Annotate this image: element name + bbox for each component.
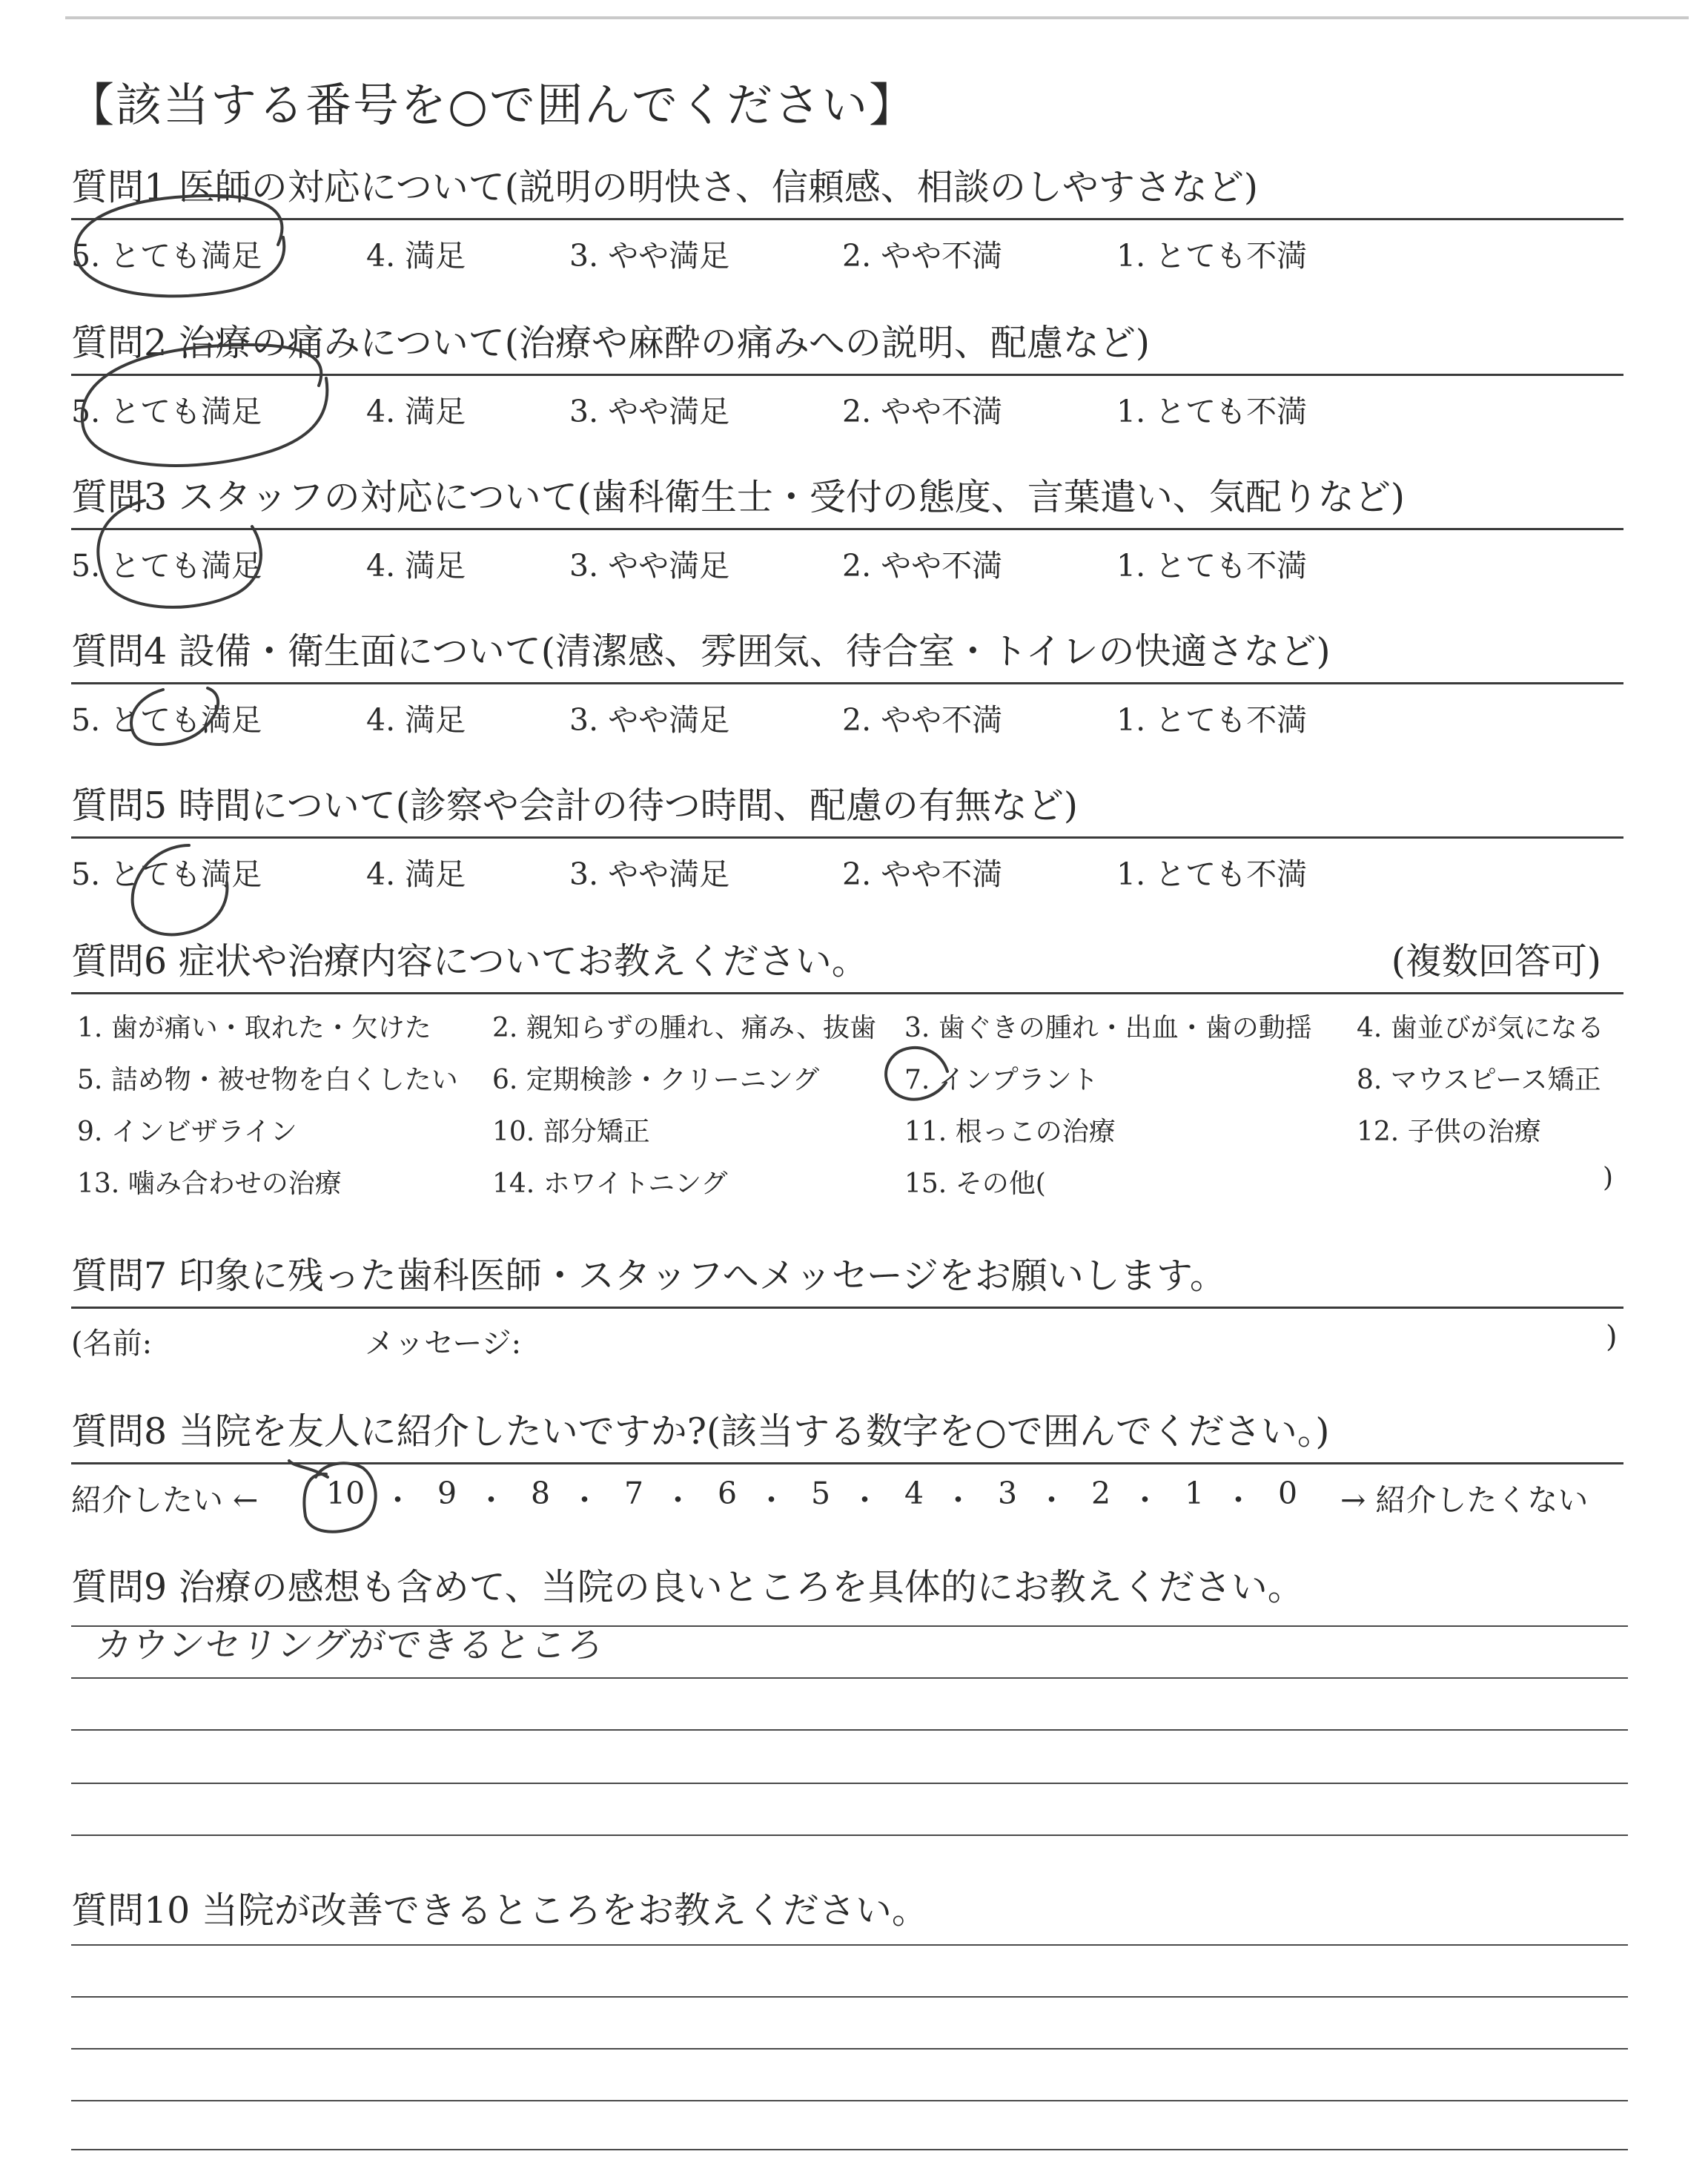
q8-sep: ・ [1036, 1482, 1067, 1518]
q2-option-2[interactable]: 2. やや不満 [842, 394, 1003, 429]
q5-option-3[interactable]: 3. やや満足 [569, 856, 730, 892]
question-7 [71, 1253, 1623, 1361]
question-3 [71, 475, 1623, 584]
q8-score-3[interactable]: 3 [998, 1476, 1018, 1511]
q10-answer-line-1[interactable] [71, 1944, 1628, 1946]
q2-option-4[interactable]: 4. 満足 [366, 394, 466, 429]
q2-option-1[interactable]: 1. とても不満 [1116, 394, 1308, 429]
q5-option-2[interactable]: 2. やや不満 [842, 856, 1003, 892]
question-8-rule [71, 1462, 1623, 1464]
q8-score-8[interactable]: 8 [531, 1476, 551, 1511]
q6-option-3[interactable]: 3. 歯ぐきの腫れ・出血・歯の動揺 [904, 1013, 1312, 1043]
q6-option-13[interactable]: 13. 噛み合わせの治療 [77, 1169, 342, 1199]
q4-option-4[interactable]: 4. 満足 [366, 702, 466, 738]
question-6-title [71, 939, 1623, 985]
question-6-title-text: 質問6 症状や治療内容についてお教えください。 [71, 940, 868, 982]
question-7-rule [71, 1307, 1623, 1309]
q6-other-close-paren: ) [1603, 1163, 1614, 1193]
q8-score-5[interactable]: 5 [811, 1476, 831, 1511]
q8-score-2[interactable]: 2 [1091, 1476, 1111, 1511]
question-2 [71, 320, 1623, 429]
question-1 [71, 165, 1623, 274]
question-8 [71, 1409, 1623, 1518]
question-3-rule [71, 528, 1623, 530]
q5-option-1[interactable]: 1. とても不満 [1116, 856, 1308, 892]
question-5-title: 質問5 時間について(診察や会計の待つ時間、配慮の有無など) [71, 785, 1079, 827]
q8-score-1[interactable]: 1 [1185, 1476, 1205, 1511]
q8-score-7[interactable]: 7 [624, 1476, 644, 1511]
q8-sep: ・ [383, 1482, 413, 1518]
q2-option-3[interactable]: 3. やや満足 [569, 394, 730, 429]
top-border [65, 16, 1689, 19]
q6-option-8[interactable]: 8. マウスピース矯正 [1357, 1065, 1601, 1095]
q7-message-label[interactable]: メッセージ: [365, 1327, 522, 1361]
question-10-title: 質問10 当院が改善できるところをお教えください。 [71, 1889, 928, 1932]
q9-answer-line-3[interactable] [71, 1729, 1628, 1731]
question-4-title: 質問4 設備・衛生面について(清潔感、雰囲気、待合室・トイレの快適さなど) [71, 630, 1331, 673]
q8-right-label: → 紹介したくない [1340, 1482, 1589, 1518]
q10-answer-line-4[interactable] [71, 2100, 1628, 2101]
question-6-multi-note: (複数回答可) [1391, 940, 1601, 982]
question-5-rule [71, 836, 1623, 839]
q6-option-4[interactable]: 4. 歯並びが気になる [1357, 1013, 1604, 1043]
q6-option-11[interactable]: 11. 根っこの治療 [904, 1117, 1116, 1147]
question-6-rule [71, 992, 1623, 994]
q8-score-10[interactable]: 10 [326, 1476, 365, 1511]
q6-option-12[interactable]: 12. 子供の治療 [1357, 1117, 1541, 1147]
q7-close-paren: ) [1606, 1320, 1618, 1354]
question-9-title: 質問9 治療の感想も含めて、当院の良いところを具体的にお教えください。 [71, 1566, 1304, 1608]
q1-option-1[interactable]: 1. とても不満 [1116, 238, 1308, 274]
q9-handwritten-answer: カウンセリングができるところ [93, 1625, 607, 1666]
q3-option-2[interactable]: 2. やや不満 [842, 548, 1003, 584]
q7-name-label[interactable]: (名前: [71, 1327, 153, 1361]
question-5 [71, 783, 1623, 892]
q6-option-10[interactable]: 10. 部分矯正 [492, 1117, 650, 1147]
q1-option-3[interactable]: 3. やや満足 [569, 238, 730, 274]
q1-option-5[interactable]: 5. とても満足 [71, 238, 262, 274]
q6-option-2[interactable]: 2. 親知らずの腫れ、痛み、抜歯 [492, 1013, 877, 1043]
q9-answer-line-4[interactable] [71, 1783, 1628, 1784]
question-3-title: 質問3 スタッフの対応について(歯科衛生士・受付の態度、言葉遣い、気配りなど) [71, 476, 1406, 518]
q8-sep: ・ [663, 1482, 693, 1518]
question-6 [71, 939, 1623, 1199]
q10-answer-line-5[interactable] [71, 2149, 1628, 2150]
q8-score-6[interactable]: 6 [718, 1476, 738, 1511]
q6-option-14[interactable]: 14. ホワイトニング [492, 1169, 728, 1199]
question-1-rule [71, 218, 1623, 220]
question-4 [71, 629, 1623, 738]
q8-sep: ・ [569, 1482, 600, 1518]
q3-option-5[interactable]: 5. とても満足 [71, 548, 262, 584]
q8-sep: ・ [1130, 1482, 1160, 1518]
q8-sep: ・ [943, 1482, 973, 1518]
question-2-title: 質問2 治療の痛みについて(治療や麻酔の痛みへの説明、配慮など) [71, 322, 1151, 364]
question-7-title: 質問7 印象に残った歯科医師・スタッフへメッセージをお願いします。 [71, 1255, 1226, 1297]
q4-option-2[interactable]: 2. やや不満 [842, 702, 1003, 738]
question-9 [71, 1565, 1623, 1611]
q5-option-4[interactable]: 4. 満足 [366, 856, 466, 892]
q4-option-3[interactable]: 3. やや満足 [569, 702, 730, 738]
q2-option-5[interactable]: 5. とても満足 [71, 394, 262, 429]
q3-option-1[interactable]: 1. とても不満 [1116, 548, 1308, 584]
q6-option-15[interactable]: 15. その他( [904, 1169, 1046, 1199]
question-2-rule [71, 374, 1623, 376]
q4-option-1[interactable]: 1. とても不満 [1116, 702, 1308, 738]
q8-score-9[interactable]: 9 [437, 1476, 457, 1511]
q10-answer-line-3[interactable] [71, 2048, 1628, 2050]
q8-score-0[interactable]: 0 [1278, 1476, 1298, 1511]
question-10 [71, 1888, 1623, 1934]
q6-option-9[interactable]: 9. インビザライン [77, 1117, 297, 1147]
question-8-title: 質問8 当院を友人に紹介したいですか?(該当する数字を○で囲んでください。) [71, 1410, 1330, 1453]
q1-option-2[interactable]: 2. やや不満 [842, 238, 1003, 274]
q1-option-4[interactable]: 4. 満足 [366, 238, 466, 274]
q8-sep: ・ [476, 1482, 506, 1518]
q6-option-5[interactable]: 5. 詰め物・被せ物を白くしたい [77, 1065, 458, 1095]
q8-sep: ・ [850, 1482, 880, 1518]
q3-option-3[interactable]: 3. やや満足 [569, 548, 730, 584]
question-4-rule [71, 682, 1623, 684]
q9-answer-line-2[interactable] [71, 1677, 1628, 1679]
q8-sep: ・ [756, 1482, 787, 1518]
q4-option-5[interactable]: 5. とても満足 [71, 702, 262, 738]
q6-option-7[interactable]: 7. インプラント [904, 1065, 1099, 1095]
q5-option-5[interactable]: 5. とても満足 [71, 856, 262, 892]
q3-option-4[interactable]: 4. 満足 [366, 548, 466, 584]
q8-sep: ・ [1223, 1482, 1254, 1518]
q8-score-4[interactable]: 4 [904, 1476, 924, 1511]
q8-left-label: 紹介したい ← [71, 1482, 259, 1518]
q6-option-1[interactable]: 1. 歯が痛い・取れた・欠けた [77, 1013, 431, 1043]
form-heading: 【該当する番号を○で囲んでください】 [68, 78, 917, 132]
q9-answer-line-5[interactable] [71, 1834, 1628, 1836]
q6-option-6[interactable]: 6. 定期検診・クリーニング [492, 1065, 820, 1095]
question-1-title: 質問1 医師の対応について(説明の明快さ、信頼感、相談のしやすさなど) [71, 166, 1259, 208]
q10-answer-line-2[interactable] [71, 1996, 1628, 1998]
